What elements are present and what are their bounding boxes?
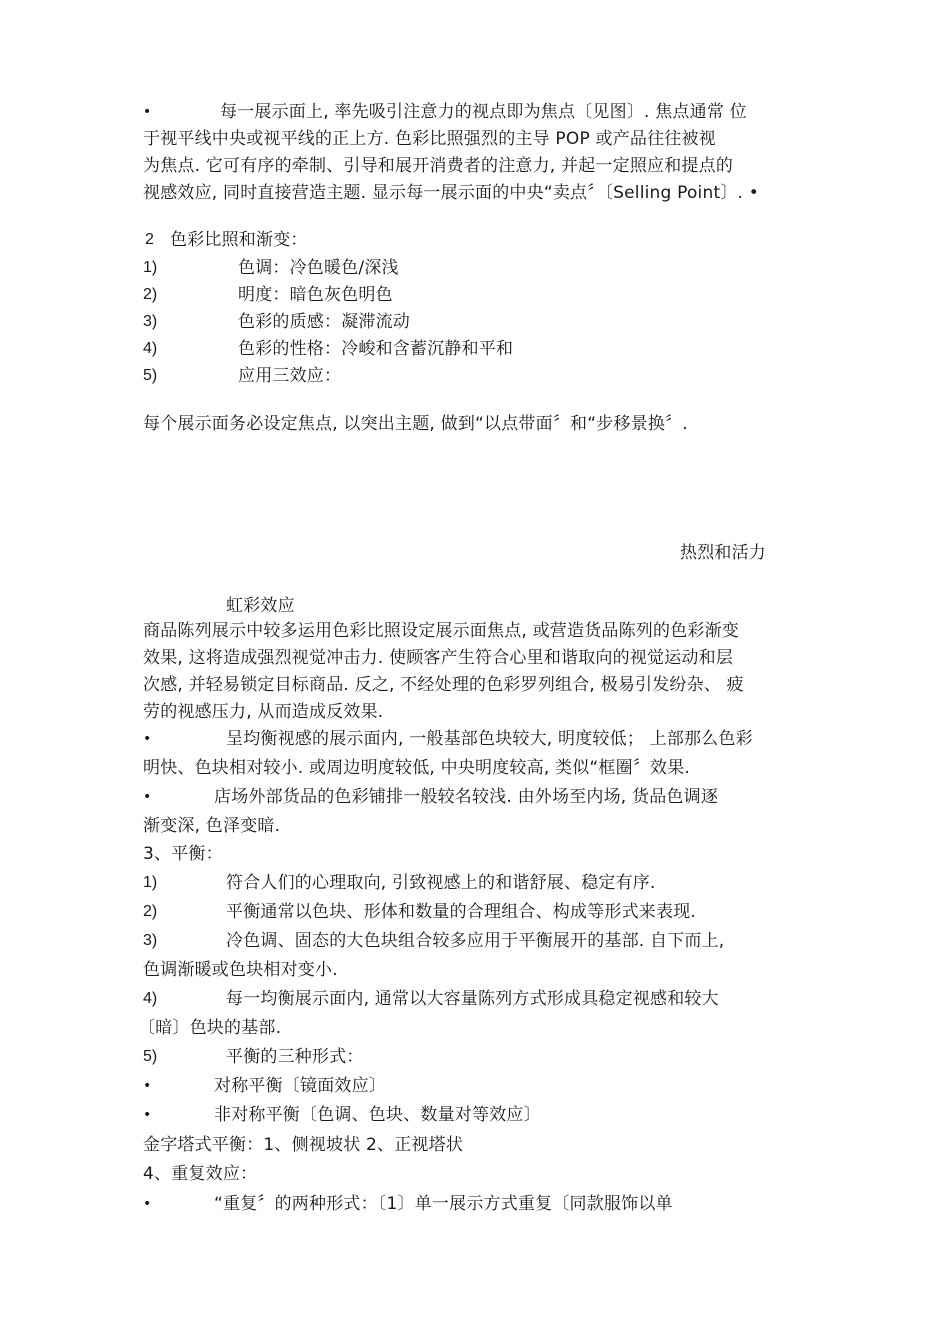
list-item: 符合人们的心理取向, 引致视感上的和谐舒展、稳定有序. — [226, 873, 656, 893]
color-bullet-cont: 渐变深, 色泽变暗. — [143, 816, 281, 836]
bullet-marker: • — [143, 1078, 152, 1094]
list-num: 5) — [143, 367, 158, 384]
list-num: 3) — [143, 313, 158, 330]
list-num: 1) — [143, 259, 158, 276]
paragraph-line-2: 效果, 这将造成强烈视觉冲击力. 使顾客产生符合心里和谐取向的视觉运动和层 — [143, 648, 734, 668]
list-item: 冷色调、固态的大色块组合较多应用于平衡展开的基部. 自下而上, — [226, 931, 725, 951]
list-num: 4) — [143, 340, 158, 357]
focus-line-3: 为焦点. 它可有序的牵制、引导和展开消费者的注意力, 并起一定照应和提点的 — [143, 156, 734, 176]
balance-bullet-1-cont: 明快、色块相对较小. 或周边明度较低, 中央明度较高, 类似“框圈〞效果. — [143, 758, 691, 778]
paragraph-line-3: 次感, 并轻易锁定目标商品. 反之, 不经处理的色彩罗列组合, 极易引发纷杂、 疲 — [143, 675, 744, 695]
list-item: 平衡通常以色块、形体和数量的合理组合、构成等形式来表现. — [226, 902, 697, 922]
rainbow-label: 虹彩效应 — [226, 596, 295, 616]
focus-note: 每个展示面务必设定焦点, 以突出主题, 做到“以点带面〞和“步移景换〞. — [143, 414, 688, 434]
repeat-bullet: “重复〞的两种形式：〔1〕单一展示方式重复〔同款服饰以单 — [214, 1194, 673, 1214]
list-num: 3) — [143, 932, 158, 949]
list-item: 色彩的性格：冷峻和含蓄沉静和平和 — [238, 339, 514, 359]
balance-bullet-1: 呈均衡视感的展示面内, 一般基部色块较大, 明度较低； 上部那么色彩 — [226, 729, 753, 749]
list-item: 色调：冷色暖色/深浅 — [238, 258, 399, 278]
color-bullet: 店场外部货品的色彩铺排一般较名较浅. 由外场至内场, 货品色调逐 — [214, 787, 719, 807]
passion-label: 热烈和活力 — [680, 543, 766, 563]
section-2-heading: 色彩比照和渐变： — [170, 230, 308, 250]
bullet-marker: • — [143, 1196, 152, 1212]
section-2-number: 2 — [145, 231, 154, 248]
list-item-cont: 色调渐暖或色块相对变小. — [143, 960, 338, 980]
bullet-marker: • — [143, 1107, 152, 1123]
list-item: 色彩的质感：凝滞流动 — [238, 312, 410, 332]
form-item: 非对称平衡〔色调、色块、数量对等效应〕 — [214, 1105, 541, 1125]
list-item: 应用三效应： — [238, 366, 342, 386]
list-num: 2) — [143, 903, 158, 920]
bullet-marker: • — [143, 731, 152, 747]
list-item: 每一均衡展示面内, 通常以大容量陈列方式形成具稳定视感和较大 — [226, 989, 719, 1009]
section-4-heading: 4、重复效应： — [143, 1164, 258, 1184]
list-num: 2) — [143, 286, 158, 303]
paragraph-line-1: 商品陈列展示中较多运用色彩比照设定展示面焦点, 或营造货品陈列的色彩渐变 — [143, 621, 740, 641]
paragraph-line-4: 劳的视感压力, 从而造成反效果. — [143, 702, 384, 722]
list-num: 4) — [143, 990, 158, 1007]
list-item: 明度：暗色灰色明色 — [238, 285, 393, 305]
pyramid-line: 金字塔式平衡：1、侧视坡状 2、正视塔状 — [143, 1135, 464, 1155]
bullet-marker: • — [143, 789, 152, 805]
list-num: 1) — [143, 874, 158, 891]
form-item: 对称平衡〔镜面效应〕 — [214, 1076, 386, 1096]
bullet-marker: • — [143, 104, 152, 120]
section-3-heading: 3、平衡： — [143, 844, 223, 864]
list-item-cont: 〔暗〕色块的基部. — [138, 1018, 282, 1038]
focus-line-1: 每一展示面上, 率先吸引注意力的视点即为焦点〔见图〕. 焦点通常 位 — [220, 102, 747, 122]
list-num: 5) — [143, 1048, 158, 1065]
focus-line-4: 视感效应, 同时直接营造主题. 显示每一展示面的中央“卖点〞〔Selling Point〕. • — [143, 183, 759, 203]
focus-line-2: 于视平线中央或视平线的正上方. 色彩比照强烈的主导 POP 或产品往往被视 — [143, 129, 716, 149]
list-item: 平衡的三种形式： — [226, 1047, 364, 1067]
